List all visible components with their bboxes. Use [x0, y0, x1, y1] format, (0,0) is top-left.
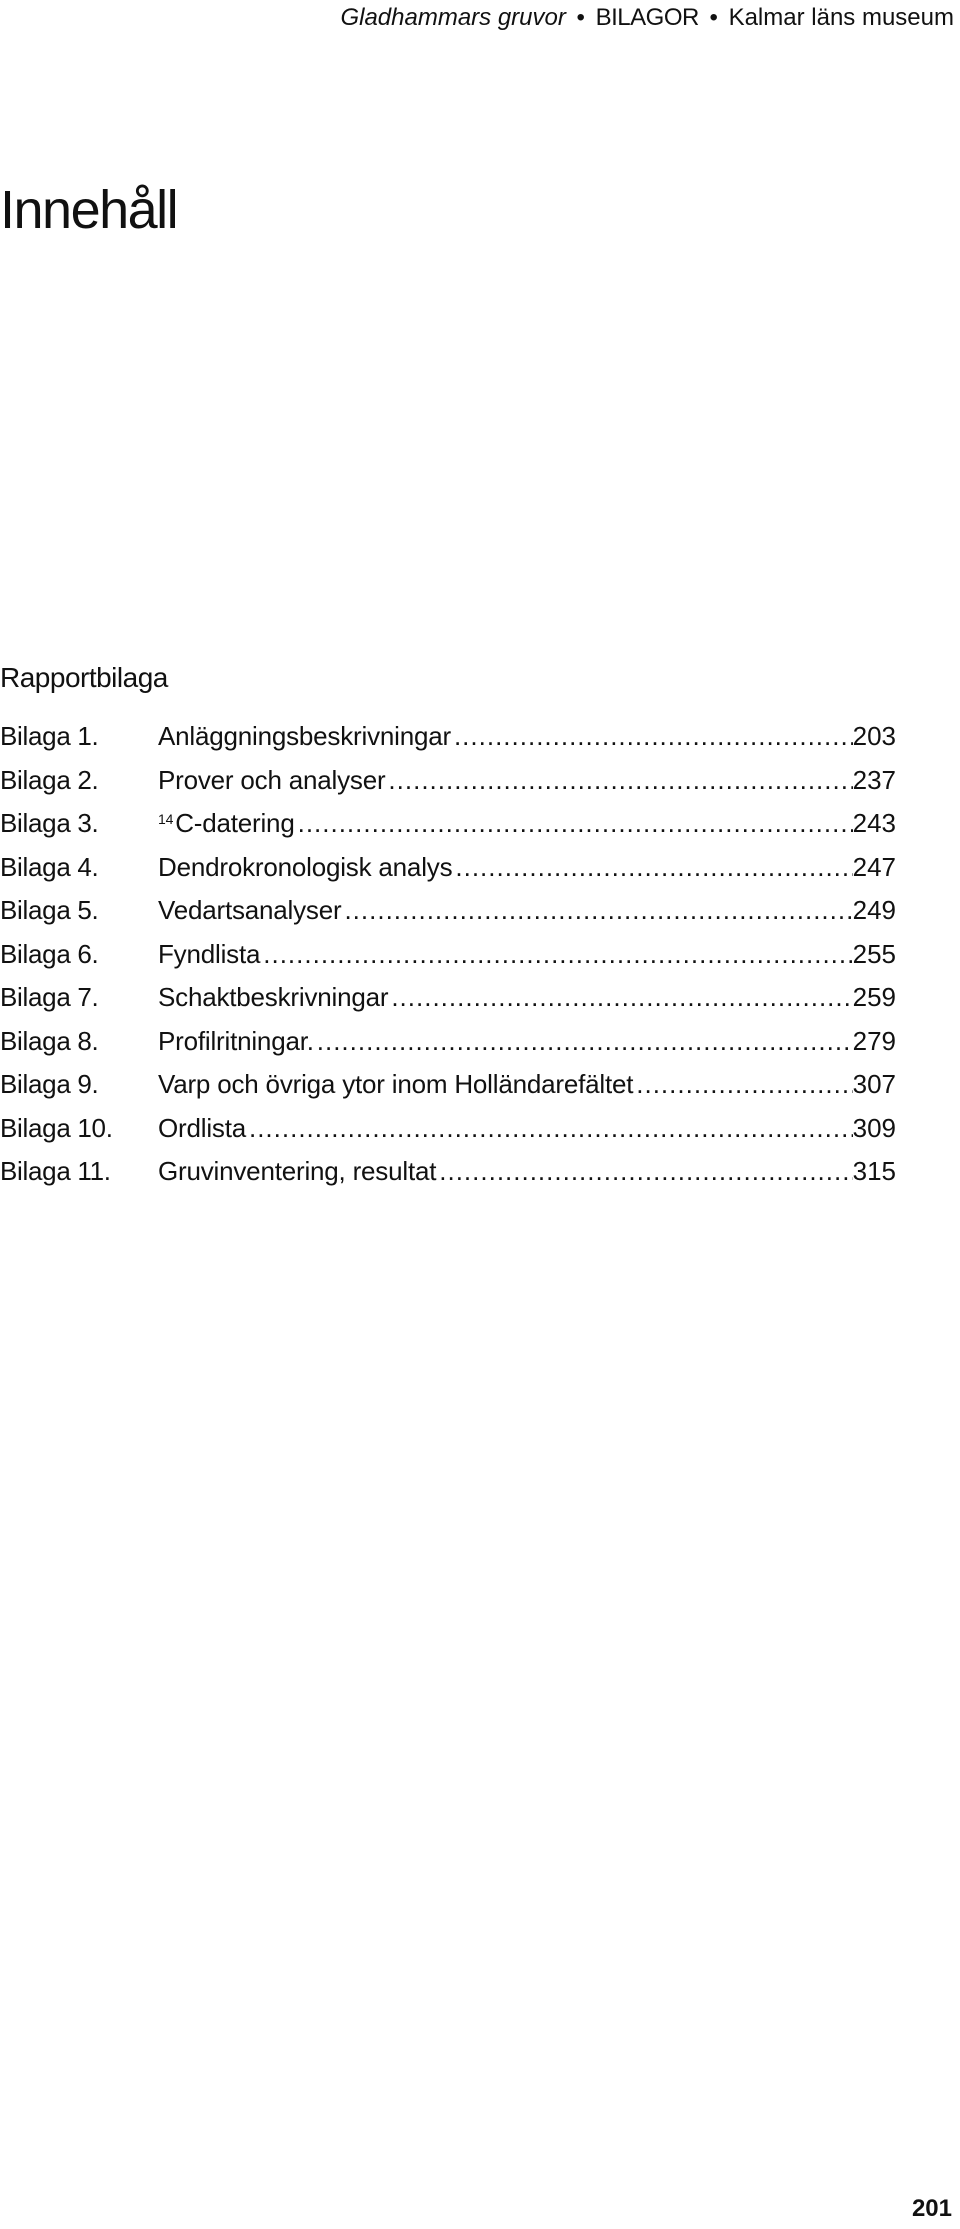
toc-page-number: 247 [852, 851, 896, 882]
toc-title: Varp och övriga ytor inom Holländarefältet [158, 1069, 634, 1099]
toc-title-superscript: 14 [158, 811, 174, 827]
page-number: 201 [911, 2195, 952, 2222]
toc-title: Schaktbeskrivningar [158, 982, 389, 1012]
toc-entry-bilaga-4 [0, 846, 896, 890]
toc-page-number: 309 [852, 1112, 896, 1143]
toc-page-number: 259 [852, 982, 896, 1012]
toc-label: Bilaga 6. [0, 938, 99, 969]
toc-entry-bilaga-1 [0, 715, 896, 759]
toc-leader-dots [295, 802, 853, 846]
header-separator: • [576, 4, 585, 31]
toc-page-number: 249 [852, 895, 896, 925]
toc-entry-bilaga-9 [0, 1063, 896, 1107]
header-section: BILAGOR [595, 4, 699, 31]
toc-title: Fyndlista [158, 938, 261, 969]
toc-entry-bilaga-5 [0, 889, 896, 933]
table-of-contents [0, 715, 896, 1194]
toc-page-number: 307 [852, 1069, 896, 1099]
toc-page-number: 237 [852, 764, 896, 795]
header-publisher: Kalmar läns museum [728, 4, 954, 31]
running-header [340, 4, 954, 32]
toc-label: Bilaga 9. [0, 1069, 99, 1099]
toc-label: Bilaga 2. [0, 764, 99, 795]
toc-title: Ordlista [158, 1112, 246, 1143]
toc-entry-bilaga-10 [0, 1107, 896, 1151]
toc-leader-dots [452, 846, 852, 890]
toc-entry-bilaga-11 [0, 1150, 896, 1194]
toc-title [158, 802, 295, 846]
toc-label: Bilaga 8. [0, 1025, 99, 1056]
header-title: Gladhammars gruvor [340, 4, 566, 31]
toc-leader-dots [260, 933, 852, 977]
toc-title: Anläggningsbeskrivningar [158, 721, 451, 751]
toc-label: Bilaga 4. [0, 851, 99, 882]
page-title: Innehåll [0, 180, 178, 240]
toc-entry-bilaga-8 [0, 1020, 896, 1064]
toc-title: Vedartsanalyser [158, 895, 342, 925]
toc-leader-dots [385, 759, 852, 803]
toc-title: Prover och analyser [158, 764, 386, 795]
toc-title-text: C-datering [175, 808, 295, 838]
toc-label: Bilaga 7. [0, 982, 99, 1012]
toc-label: Bilaga 5. [0, 895, 99, 925]
header-separator: • [709, 4, 718, 31]
toc-page-number: 255 [852, 938, 896, 969]
toc-leader-dots [633, 1063, 852, 1107]
toc-page-number: 203 [852, 721, 896, 751]
toc-title: Dendrokronologisk analys [158, 851, 453, 882]
toc-title: Gruvinventering, resultat [158, 1156, 437, 1186]
toc-leader-dots [246, 1107, 853, 1151]
toc-label: Bilaga 1. [0, 721, 99, 751]
toc-page-number: 243 [852, 808, 896, 838]
toc-leader-dots [314, 1020, 853, 1064]
toc-leader-dots [436, 1150, 852, 1194]
toc-page-number: 279 [852, 1025, 896, 1056]
toc-leader-dots [451, 715, 853, 759]
section-heading: Rapportbilaga [0, 662, 168, 693]
toc-page-number: 315 [852, 1156, 896, 1186]
toc-label: Bilaga 3. [0, 808, 99, 838]
toc-label: Bilaga 10. [0, 1112, 113, 1143]
toc-leader-dots [388, 976, 852, 1020]
toc-entry-bilaga-3 [0, 802, 896, 846]
toc-entry-bilaga-2 [0, 759, 896, 803]
toc-entry-bilaga-7 [0, 976, 896, 1020]
toc-label: Bilaga 11. [0, 1156, 111, 1186]
toc-entry-bilaga-6 [0, 933, 896, 977]
toc-leader-dots [341, 889, 852, 933]
toc-title: Profilritningar. [158, 1025, 314, 1056]
